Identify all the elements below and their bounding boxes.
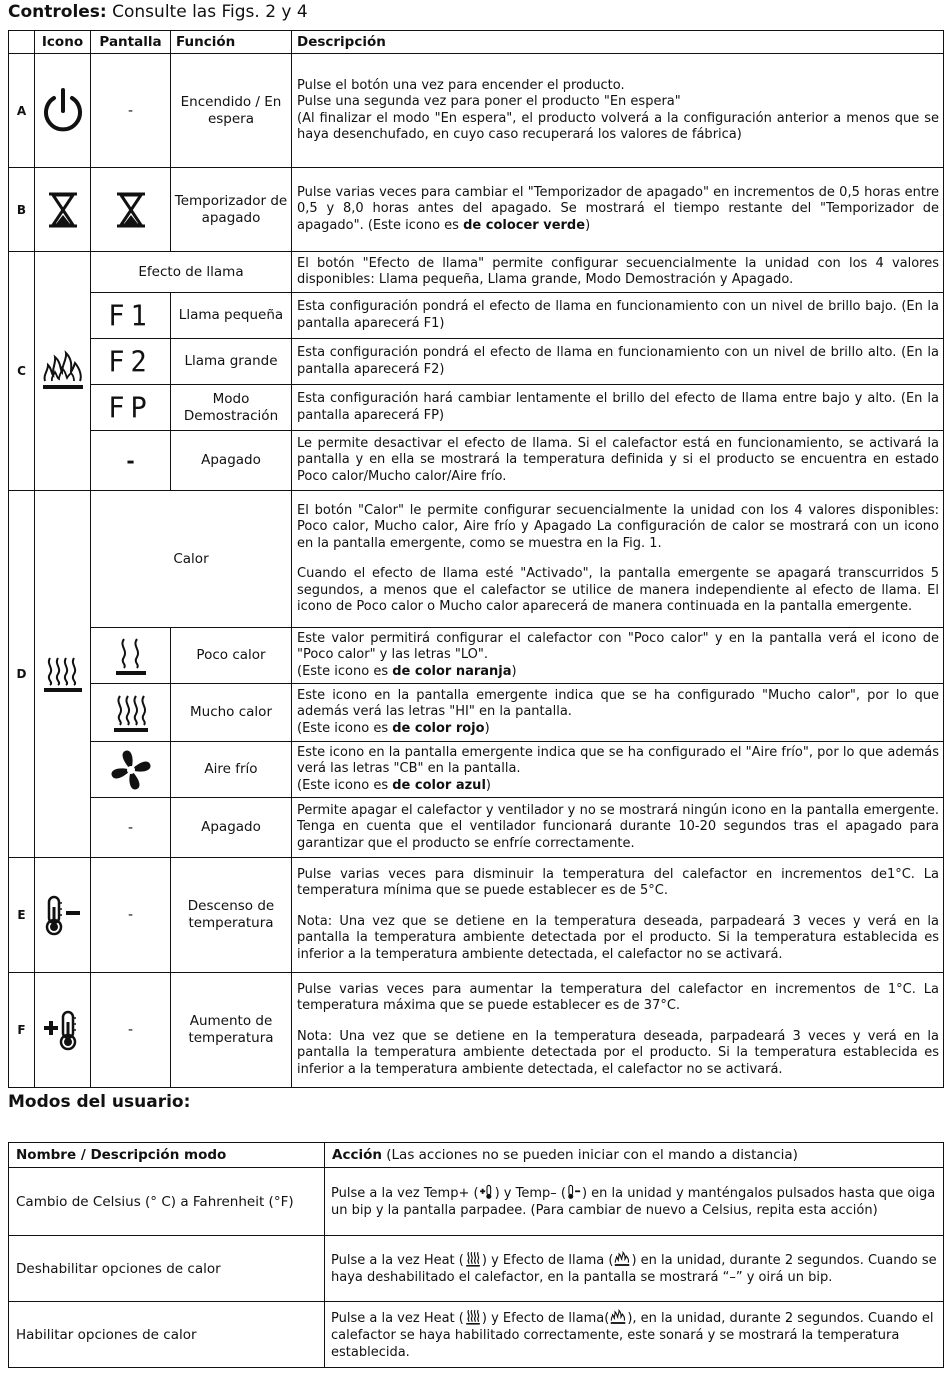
function-label: Llama grande <box>171 339 292 385</box>
col-name: Nombre / Descripción modo <box>9 1143 325 1168</box>
display-value: - <box>91 858 171 973</box>
row-c-f2 <box>9 339 944 385</box>
row-c-fp <box>9 385 944 431</box>
display-value: FP <box>91 383 171 431</box>
description: El botón "Efecto de llama" permite configurar secuencialmente la unidad con los 4 valores disponibles: Llama pequeña, Llama grande, Modo Demostración y Apagado. <box>292 252 944 293</box>
description: Pulse varias veces para cambiar el "Temporizador de apagado" en incrementos de 0,5 horas entre 0,5 y 8,0 horas antes del apagado. Se mostrará el tiempo restante del "Temporizador de apagado". (Este icono es de colocer verde) <box>292 168 944 252</box>
function-label: Calor <box>91 491 292 628</box>
row-d-low <box>9 628 944 684</box>
row-letter: F <box>9 973 35 1088</box>
mode-name: Habilitar opciones de calor <box>9 1302 325 1368</box>
row-letter: B <box>9 168 35 252</box>
header-row <box>9 31 944 54</box>
modes-title: Modos del usuario: <box>8 1092 191 1112</box>
flame-icon <box>609 1309 627 1325</box>
function-label: Llama pequeña <box>171 293 292 339</box>
row-letter: C <box>9 252 35 491</box>
description: Pulse varias veces para disminuir la temperatura del calefactor en incrementos de1°C. La temperatura mínima que se puede establecer es de 5°C. Nota: Una vez que se detiene en la temperatura deseada, parpadeará 3 veces y verá en la pantalla la temperatura ambiente detectada por el producto. Si la temperatura establecida es inferior a la temperatura ambiente detectada, el calefactor no se activará. <box>292 858 944 973</box>
temp-down-icon <box>35 858 91 973</box>
description: Pulse el botón una vez para encender el producto. Pulse una segunda vez para poner el producto "En espera" (Al finalizar el modo "En espera", el producto volverá a la configuración anterior a menos que se haya desenchufado, en cuyo caso recuperará los valores de fábrica) <box>292 54 944 168</box>
col-pantalla: Pantalla <box>91 31 171 54</box>
page-title: Controles: Consulte las Figs. 2 y 4 <box>8 2 308 22</box>
modes-header-row <box>9 1143 944 1168</box>
function-label: Aumento de temperatura <box>171 973 292 1088</box>
description: Esta configuración pondrá el efecto de llama en funcionamiento con un nivel de brillo alto. (En la pantalla aparecerá F2) <box>292 339 944 385</box>
mode-action: Pulse a la vez Temp+ ( ) y Temp– ( ) en la unidad y manténgalos pulsados hasta que oiga un bip y la pantalla parpadee. (Para cambiar de nuevo a Celsius, repita esta acción) <box>325 1168 944 1236</box>
description: Este icono en la pantalla emergente indica que se ha configurado el "Aire frío", por lo que además verá las letras "CB" en la pantalla. (Este icono es de color azul) <box>292 742 944 798</box>
display-value: - <box>91 973 171 1088</box>
row-c-off <box>9 431 944 491</box>
mode-action: Pulse a la vez Heat ( ) y Efecto de llama( ), en la unidad, durante 2 segundos. Cuando el calefactor se haya habilitado correctamente, este sonará y se mostrará la temperatura establecida. <box>325 1302 944 1368</box>
row-letter: A <box>9 54 35 168</box>
function-label: Descenso de temperatura <box>171 858 292 973</box>
display-value: - <box>91 54 171 168</box>
display-value: F1 <box>91 291 171 339</box>
row-letter: D <box>9 491 35 858</box>
mode-row-enable <box>9 1302 944 1368</box>
temp-up-icon <box>479 1184 495 1200</box>
flame-icon <box>613 1251 631 1267</box>
row-f <box>9 973 944 1088</box>
row-a <box>9 54 944 168</box>
display-value: F2 <box>91 337 171 385</box>
col-action: Acción (Las acciones no se pueden iniciar con el mando a distancia) <box>325 1143 944 1168</box>
row-c-f1 <box>9 293 944 339</box>
col-descripcion: Descripción <box>292 31 944 54</box>
hourglass-display-icon <box>91 168 171 252</box>
user-modes-table <box>8 1142 944 1368</box>
row-b <box>9 168 944 252</box>
row-d-cool <box>9 742 944 798</box>
function-label: Mucho calor <box>171 684 292 742</box>
function-label: Modo Demostración <box>171 385 292 431</box>
function-label: Poco calor <box>171 628 292 684</box>
function-label: Encendido / En espera <box>171 54 292 168</box>
mode-name: Cambio de Celsius (° C) a Fahrenheit (°F) <box>9 1168 325 1236</box>
mode-row-disable <box>9 1236 944 1302</box>
controls-table <box>8 30 944 1088</box>
function-label: Apagado <box>171 798 292 858</box>
hourglass-icon <box>35 168 91 252</box>
heat-icon <box>464 1251 482 1267</box>
heat-icon <box>464 1309 482 1325</box>
flame-icon <box>35 252 91 491</box>
temp-up-icon <box>35 973 91 1088</box>
mode-action: Pulse a la vez Heat ( ) y Efecto de llama ( ) en la unidad, durante 2 segundos. Cuando se haya deshabilitado el calefactor, en la pantalla se mostrará “–” y oirá un bip. <box>325 1236 944 1302</box>
low-heat-icon <box>91 628 171 684</box>
power-icon <box>35 54 91 168</box>
function-label: Apagado <box>171 431 292 491</box>
row-letter: E <box>9 858 35 973</box>
high-heat-icon <box>91 684 171 742</box>
col-icono: Icono <box>35 31 91 54</box>
row-d-main <box>9 491 944 628</box>
function-label: Temporizador de apagado <box>171 168 292 252</box>
description: Este valor permitirá configurar el calefactor con "Poco calor" y en la pantalla verá el icono de "Poco calor" y las letras "LO". (Este icono es de color naranja) <box>292 628 944 684</box>
description: Esta configuración pondrá el efecto de llama en funcionamiento con un nivel de brillo bajo. (En la pantalla aparecerá F1) <box>292 293 944 339</box>
description: Esta configuración hará cambiar lentamente el brillo del efecto de llama entre bajo y alto. (En la pantalla aparecerá FP) <box>292 385 944 431</box>
mode-name: Deshabilitar opciones de calor <box>9 1236 325 1302</box>
display-value: - <box>91 431 171 491</box>
col-funcion: Función <box>171 31 292 54</box>
heat-icon <box>35 491 91 858</box>
function-label: Aire frío <box>171 742 292 798</box>
description: Este icono en la pantalla emergente indica que se ha configurado "Mucho calor", por lo que además verá las letras "HI" en la pantalla. (Este icono es de color rojo) <box>292 684 944 742</box>
row-e <box>9 858 944 973</box>
description: Pulse varias veces para aumentar la temperatura del calefactor en incrementos de 1°C. La temperatura máxima que se puede establecer es de 37°C. Nota: Una vez que se detiene en la temperatura deseada, parpadeará 3 veces y verá en la pantalla la temperatura ambiente detectada por el producto. Si la temperatura establecida es inferior a la temperatura ambiente detectada, el calefactor no se activará. <box>292 973 944 1088</box>
temp-down-icon <box>566 1184 582 1200</box>
display-value: - <box>91 798 171 858</box>
row-d-off <box>9 798 944 858</box>
description: Permite apagar el calefactor y ventilador y no se mostrará ningún icono en la pantalla emergente. Tenga en cuenta que el ventilador funcionará durante 10-20 segundos tras el apagado para garantizar que el producto se enfríe correctamente. <box>292 798 944 858</box>
row-d-high <box>9 684 944 742</box>
mode-row-celsius <box>9 1168 944 1236</box>
description: El botón "Calor" le permite configurar secuencialmente la unidad con los 4 valores disponibles: Poco calor, Mucho calor, Aire frío y Apagado La configuración de calor se mostrará con un icono en la pantalla emergente, como se muestra en la Fig. 1. Cuando el efecto de llama esté "Activado", la pantalla emergente se apagará transcurridos 5 segundos, a menos que el calefactor se utilice de manera independiente al efecto de llama. El icono de Poco calor o Mucho calor aparecerá de manera continuada en la pantalla emergente. <box>292 491 944 628</box>
row-c-main <box>9 252 944 293</box>
fan-icon <box>91 742 171 798</box>
description: Le permite desactivar el efecto de llama. Si el calefactor está en funcionamiento, se activará la pantalla y en ella se mostrará la temperatura definida y si el producto se encuentra en estado Poco calor/Mucho calor/Aire frío. <box>292 431 944 491</box>
function-label: Efecto de llama <box>91 252 292 293</box>
